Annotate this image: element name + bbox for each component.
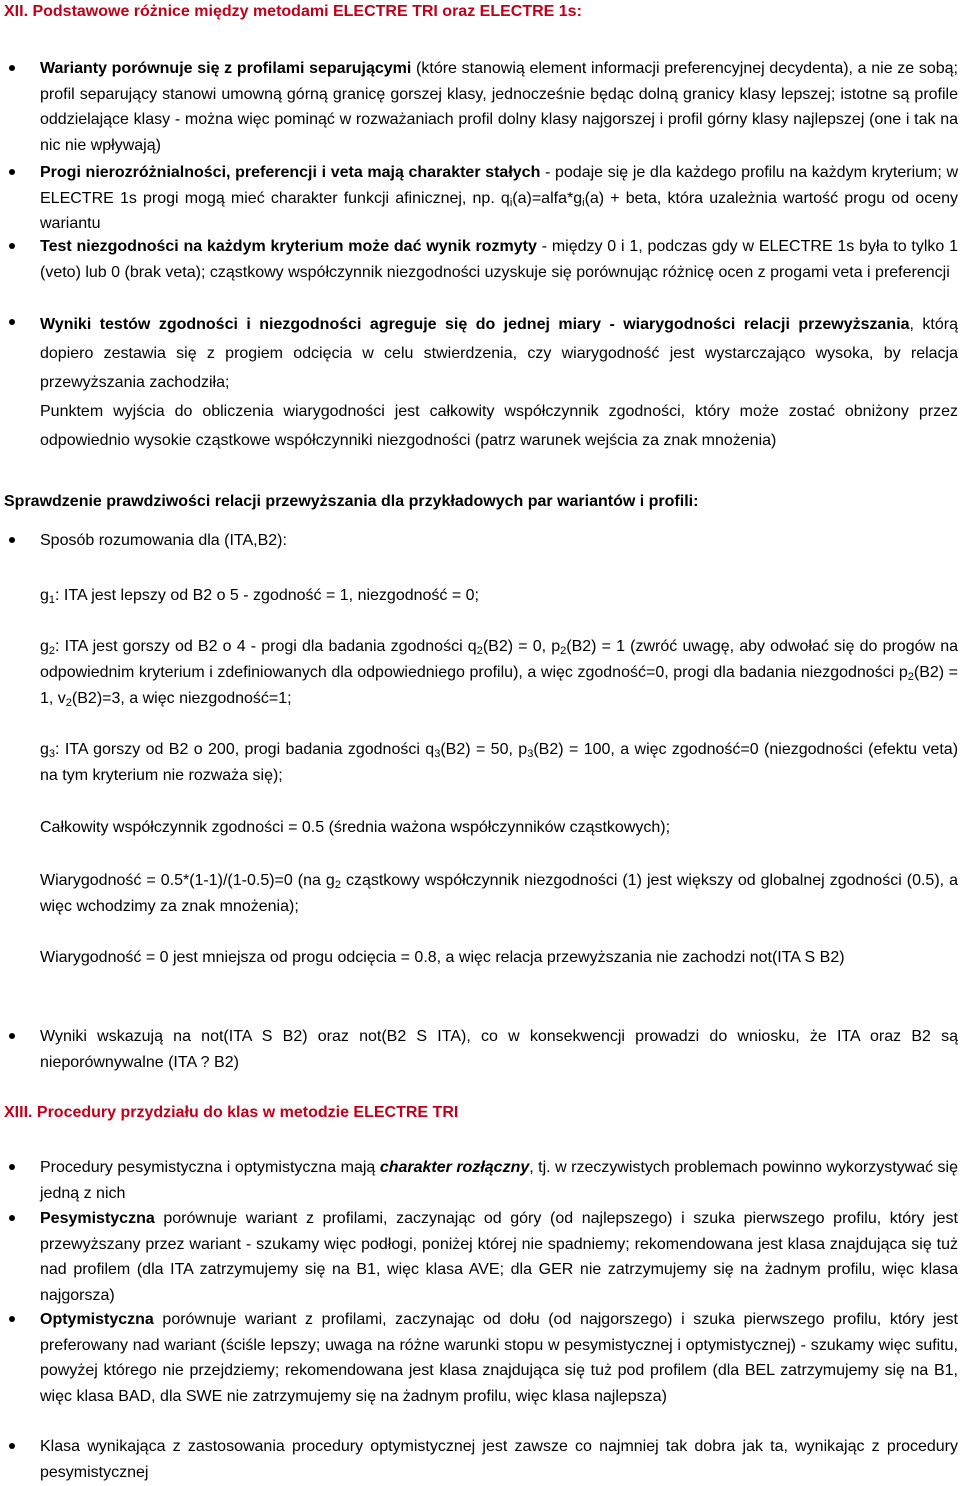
- text-run: g: [40, 638, 49, 655]
- text-run: (B2) = 100, a więc zgodność=0 (niezgodności (efektu veta) na tym kryterium nie rozważa się);: [40, 741, 959, 784]
- paragraph-credibility-2: Wiarygodność = 0 jest mniejsza od progu odcięcia = 0.8, a więc relacja przewyższania nie zachodzi not(ITA S B2): [40, 949, 845, 966]
- subscript: i: [582, 196, 585, 209]
- bold-phrase: Wyniki testów zgodności i niezgodności agreguje się do jednej miary - wiarygodności relacji przewyższania: [40, 316, 910, 333]
- subscript: 2: [334, 879, 341, 891]
- text-run: cząstkowy współczynnik niezgodności (1) jest większy od globalnej zgodności (0.5), a więc wchodzimy za znak mnożenia);: [40, 872, 958, 915]
- text-run: (B2) = 1 (zwróć uwagę, aby odwołać się do progów na odpowiednim kryterium i zdefiniowanych dla odpowiedniego profilu), a więc zgodność=0, progi dla badania niezgodności p: [40, 638, 959, 681]
- list-item-pessimistic: [40, 1206, 958, 1308]
- subscript: 2: [65, 697, 72, 709]
- text-run: (B2) = 50, p: [440, 741, 528, 758]
- text-run: porównuje wariant z profilami, zaczynając od góry (od najlepszego) i szuka pierwszego profilu, który jest przewyższany przez wariant - szukamy więc podłogi, poniżej której nie spadniemy; rekomendowana jest klasa znajdująca się tuż nad profilem (dla ITA zatrzymujemy się na B1, więc klasa AVE; dla GER nie zatrzymujemy się na żadnym profilu, więc klasa najgorsza): [40, 1210, 958, 1304]
- text-run: : ITA jest lepszy od B2 o 5 - zgodność = 1, niezgodność = 0;: [55, 587, 479, 604]
- text-run: porównuje wariant z profilami, zaczynając od dołu (od najgorszego) i szuka pierwszego profilu, który jest preferowany nad wariant (ściśle lepszy; uwaga na różne warunki stopu w pesymistycznej i optymistycznej) - szukamy więc sufitu, powyżej którego nie przejdziemy; rekomendowana jest klasa znajdująca się tuż pod profilem (dla BEL zatrzymujemy się na B1, więc klasa BAD, dla SWE nie zatrzymujemy się na żadnym profilu, więc klasa najlepsza): [40, 1311, 958, 1405]
- text-run: g: [40, 587, 49, 604]
- text-run: , którą dopiero zestawia się z progiem odcięcia w celu stwierdzenia, czy wiarygodność jest wystarczająco wysoka, by relacja przewyższania zachodziła;: [40, 316, 958, 391]
- subscript: 3: [527, 748, 534, 760]
- subscript: 2: [907, 671, 914, 683]
- list-item-credibility: [40, 310, 958, 455]
- text-run: (które stanowią element informacji preferencyjnej decydenta), a nie ze sobą; profil separujący stanowi umowną górną granicę gorszej klasy, jednocześnie będąc dolną granicy klasy lepszej; istotne są profile oddzielające klasy - można więc pominąć w rozważaniach profil dolny klasy najgorszej i profil górny klasy najlepszej (one i tak na nic nie wpływają): [40, 60, 959, 154]
- text-run: (a) + beta, która uzależnia wartość progu od oceny wariantu: [40, 189, 959, 232]
- subscript: i: [509, 196, 513, 209]
- list-item-procedures: [40, 1155, 958, 1206]
- text-run: g: [40, 741, 49, 758]
- subscript: 1: [48, 594, 56, 606]
- bold-italic-phrase: charakter rozłączny: [379, 1159, 530, 1176]
- list-item-thresholds: [40, 160, 958, 237]
- subscript: 3: [48, 748, 56, 760]
- subscript: 3: [434, 748, 441, 760]
- subscript: 2: [560, 645, 567, 657]
- text-run: Wiarygodność = 0.5*(1-1)/(1-0.5)=0 (na g: [40, 872, 335, 889]
- paragraph-g1: [40, 583, 958, 609]
- bold-phrase: Warianty porównuje się z profilami separującymi: [40, 60, 412, 77]
- subscript: 2: [48, 645, 56, 657]
- section-heading-xii: XII. Podstawowe różnice między metodami ELECTRE TRI oraz ELECTRE 1s:: [4, 3, 582, 20]
- text-run: - podaje się je dla każdego profilu na każdym kryterium; w ELECTRE 1s progi mogą mieć charakter funkcji afinicznej, np. q: [40, 164, 959, 207]
- text-run: (B2) = 0, p: [482, 638, 561, 655]
- text-run: Procedury pesymistyczna i optymistyczna mają: [40, 1159, 380, 1176]
- bold-phrase: Pesymistyczna: [40, 1210, 155, 1227]
- bold-phrase: Test niezgodności na każdym kryterium może dać wynik rozmyty: [40, 238, 537, 255]
- section-heading-xiii: XIII. Procedury przydziału do klas w metodzie ELECTRE TRI: [4, 1104, 459, 1121]
- text-run: : ITA jest gorszy od B2 o 4 - progi dla badania zgodności q: [55, 638, 477, 655]
- text-run: : ITA gorszy od B2 o 200, progi badania zgodności q: [55, 741, 435, 758]
- text-run: (B2) = 1, v: [40, 664, 959, 707]
- text-run: (B2)=3, a więc niezgodność=1;: [71, 690, 292, 707]
- list-item-class-result: Klasa wynikająca z zastosowania procedury optymistycznej jest zawsze co najmniej tak dobra jak ta, wynikając z procedury pesymistycznej: [40, 1434, 958, 1485]
- bold-phrase: Optymistyczna: [40, 1311, 154, 1328]
- paragraph-total-concordance: Całkowity współczynnik zgodności = 0.5 (średnia ważona współczynników cząstkowych);: [40, 819, 671, 836]
- paragraph-g3: [40, 737, 958, 789]
- subscript: 2: [476, 645, 483, 657]
- paragraph-credibility-1: [40, 868, 958, 920]
- list-item-discordance-test: [40, 234, 958, 286]
- paragraph-g2: [40, 634, 958, 712]
- list-item-optimistic: [40, 1307, 958, 1409]
- list-item-reasoning: Sposób rozumowania dla (ITA,B2):: [40, 528, 958, 554]
- list-item-results: Wyniki wskazują na not(ITA S B2) oraz not(B2 S ITA), co w konsekwencji prowadzi do wniosku, że ITA oraz B2 są nieporównywalne (ITA ? B2): [40, 1024, 958, 1076]
- text-run: - między 0 i 1, podczas gdy w ELECTRE 1s była to tylko 1 (veto) lub 0 (brak veta); cząstkowy współczynnik niezgodności uzyskuje się porównując różnicę ocen z progami veta i preferencji: [40, 238, 958, 281]
- text-run: (a)=alfa*g: [512, 189, 583, 207]
- bold-phrase: Progi nierozróżnialności, preferencji i veta mają charakter stałych: [40, 164, 541, 181]
- text-run: , tj. w rzeczywistych problemach powinno wykorzystywać się jedną z nich: [40, 1159, 959, 1202]
- text-run: Punktem wyjścia do obliczenia wiarygodności jest całkowity współczynnik zgodności, który może zostać obniżony przez odpowiednio wysokie cząstkowe współczynniki niezgodności (patrz warunek wejścia za znak mnożenia): [40, 403, 958, 449]
- section-heading-check: Sprawdzenie prawdziwości relacji przewyższania dla przykładowych par wariantów i profili:: [4, 493, 699, 510]
- list-item-profiles: [40, 56, 958, 158]
